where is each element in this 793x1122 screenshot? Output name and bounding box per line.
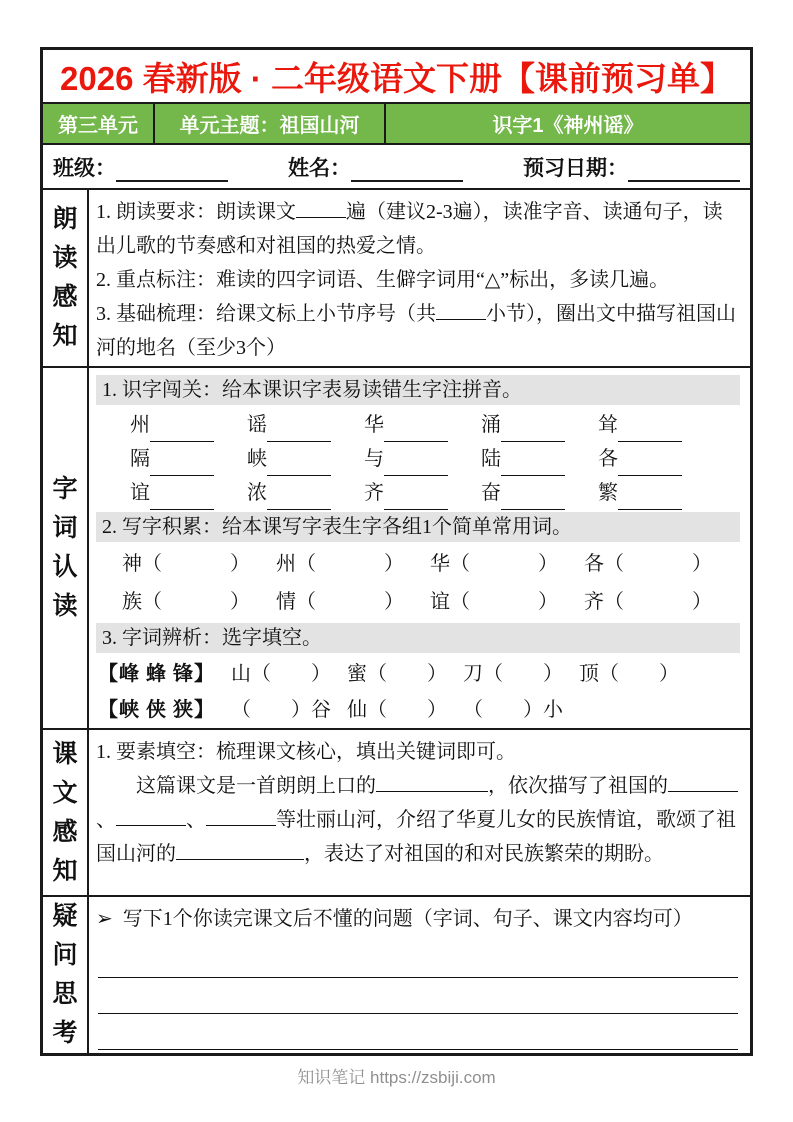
paren-open: （ [251, 663, 271, 686]
pinyin-char: 峡 [247, 448, 267, 471]
reading-item-3 [96, 297, 740, 365]
text-segment: 等壮丽山河，介绍了华夏儿女的民族情谊，歌颂了祖国山河的 [96, 809, 736, 866]
paren-close: ） [230, 591, 250, 614]
choice-options: 【峰 蜂 锋】 [98, 663, 215, 686]
paren-open: （ [604, 553, 624, 576]
reading-item-2: 2. 重点标注：难读的四字词语、生僻字词用“△”标出，多读几遍。 [96, 269, 670, 292]
pinyin-cell [247, 476, 331, 510]
paren-open: （ [231, 699, 251, 722]
name-label: 姓名： [288, 156, 351, 180]
unit-bar [43, 104, 750, 145]
paren-close: ） [692, 553, 712, 576]
choice-pre: 顶 [579, 663, 599, 686]
section-words [43, 368, 750, 730]
pinyin-cell [247, 442, 331, 476]
question-prompt-text: 写下1个你读完课文后不懂的问题（字词、句子、课文内容均可） [122, 908, 693, 930]
class-blank [116, 158, 228, 182]
pinyin-char: 谊 [130, 482, 150, 505]
choice-post: 小 [543, 699, 563, 722]
pinyin-row [96, 442, 740, 476]
word-cell [122, 583, 250, 621]
unit-theme: 单元主题：祖国山河 [155, 104, 386, 143]
choice-pre: 刀 [463, 663, 483, 686]
pinyin-blank [267, 450, 331, 476]
word-row [96, 583, 740, 621]
pinyin-cell [481, 408, 565, 442]
unit-number: 第三单元 [43, 104, 155, 143]
paren-close: ） [311, 663, 331, 686]
date-label: 预习日期： [523, 156, 628, 180]
text-segment: ，依次描写了祖国的 [488, 775, 668, 798]
paren-close: ） [427, 699, 447, 722]
pinyin-char: 谣 [247, 414, 267, 437]
reading-item-1 [96, 195, 740, 263]
pinyin-char: 齐 [364, 482, 384, 505]
word-cell [584, 583, 712, 621]
choice-cell [463, 692, 563, 728]
choice-heading: 3. 字词辨析：选字填空。 [96, 623, 740, 653]
fill-blank [176, 838, 304, 860]
pinyin-char: 州 [130, 414, 150, 437]
pinyin-row [96, 408, 740, 442]
pinyin-cell [481, 476, 565, 510]
pinyin-blank [150, 416, 214, 442]
text-segment: 遍（建议2-3遍），读准字音、读通句子，读出儿歌的节奏感和对祖国的热爱之情。 [96, 201, 723, 258]
word-char: 神 [122, 553, 142, 576]
pinyin-char: 隔 [130, 448, 150, 471]
pinyin-cell [247, 408, 331, 442]
date-field [523, 152, 740, 182]
pinyin-blank [384, 450, 448, 476]
paren-close: ） [692, 591, 712, 614]
pinyin-blank [501, 450, 565, 476]
pinyin-blank [501, 416, 565, 442]
paren-close: ） [384, 591, 404, 614]
paren-open: （ [599, 663, 619, 686]
choice-cell [579, 656, 679, 692]
paren-close: ） [538, 553, 558, 576]
pinyin-cell [364, 476, 448, 510]
section-comprehension [43, 730, 750, 897]
page-title: 2026 春新版 · 二年级语文下册【课前预习单】 [43, 50, 750, 104]
section-reading-content [89, 190, 750, 366]
name-blank [351, 158, 463, 182]
pinyin-heading: 1. 识字闯关：给本课识字表易读错生字注拼音。 [96, 375, 740, 405]
paren-open: （ [367, 663, 387, 686]
pinyin-cell [130, 442, 214, 476]
fill-blank [206, 804, 276, 826]
pinyin-row [96, 476, 740, 510]
pinyin-blank [618, 416, 682, 442]
footer-watermark: 知识笔记 https://zsbiji.com [297, 1068, 496, 1087]
section-questions-label-text: 疑问思考 [52, 902, 78, 1047]
pinyin-blank [618, 484, 682, 510]
paren-open: （ [296, 553, 316, 576]
section-comprehension-label [43, 730, 89, 895]
paren-open: （ [296, 591, 316, 614]
word-char: 情 [276, 591, 296, 614]
paren-close: ） [427, 663, 447, 686]
pinyin-cell [598, 476, 682, 510]
pinyin-char: 华 [364, 414, 384, 437]
choice-pre: 蜜 [347, 663, 367, 686]
paren-close: ） [538, 591, 558, 614]
choice-options: 【峡 侠 狭】 [98, 699, 215, 722]
paren-close: ） [523, 699, 543, 722]
fill-blank [116, 804, 186, 826]
word-char: 族 [122, 591, 142, 614]
pinyin-char: 耸 [598, 414, 618, 437]
paren-close: ） [230, 553, 250, 576]
choice-row [96, 692, 740, 728]
section-words-label-text: 字词认读 [52, 475, 78, 621]
word-cell [122, 545, 250, 583]
class-label: 班级： [53, 156, 116, 180]
word-heading: 2. 写字积累：给本课写字表生字各组1个简单常用词。 [96, 512, 740, 542]
choice-row [96, 656, 740, 692]
text-segment: 这篇课文是一首朗朗上口的 [136, 775, 376, 798]
lesson-title: 识字1《神州谣》 [492, 115, 644, 138]
question-prompt [96, 902, 740, 936]
paren-close: ） [659, 663, 679, 686]
word-char: 各 [584, 553, 604, 576]
pinyin-cell [364, 442, 448, 476]
word-char: 华 [430, 553, 450, 576]
choice-pre: 山 [231, 663, 251, 686]
word-cell [430, 545, 558, 583]
choice-cell [463, 656, 563, 692]
word-char: 谊 [430, 591, 450, 614]
section-reading-label [43, 190, 89, 366]
section-questions [43, 897, 750, 1053]
choice-cell [347, 692, 447, 728]
enum-comma: 、 [96, 809, 116, 832]
date-blank [628, 158, 740, 182]
section-words-label [43, 368, 89, 728]
text-segment: 小节），圈出文中描写祖国山河的地名（至少3个） [96, 303, 736, 360]
paren-open: （ [604, 591, 624, 614]
pinyin-blank [267, 416, 331, 442]
word-char: 州 [276, 553, 296, 576]
pinyin-cell [130, 476, 214, 510]
paren-open: （ [483, 663, 503, 686]
word-cell [276, 545, 404, 583]
choice-pre: 仙 [347, 699, 367, 722]
section-comprehension-label-text: 课文感知 [52, 739, 78, 885]
word-cell [584, 545, 712, 583]
paren-close: ） [291, 699, 311, 722]
comprehension-paragraph [96, 769, 740, 871]
choice-cell [347, 656, 447, 692]
section-reading-label-text: 朗读感知 [52, 205, 78, 351]
comprehension-heading: 1. 要素填空：梳理课文核心，填出关键词即可。 [96, 741, 516, 764]
word-cell [430, 583, 558, 621]
pinyin-cell [598, 408, 682, 442]
pinyin-cell [130, 408, 214, 442]
word-cell [276, 583, 404, 621]
pinyin-blank [384, 484, 448, 510]
pinyin-blank [267, 484, 331, 510]
paren-open: （ [142, 591, 162, 614]
pinyin-blank [618, 450, 682, 476]
pinyin-char: 与 [364, 448, 384, 471]
text-segment: 3. 基础梳理：给课文标上小节序号（共 [96, 303, 436, 326]
paren-open: （ [142, 553, 162, 576]
paren-close: ） [384, 553, 404, 576]
pinyin-blank [150, 450, 214, 476]
fill-blank [296, 196, 346, 218]
pinyin-blank [501, 484, 565, 510]
word-char: 齐 [584, 591, 604, 614]
pinyin-char: 浓 [247, 482, 267, 505]
paren-open: （ [450, 591, 470, 614]
worksheet-table [40, 47, 753, 1056]
paren-open: （ [463, 699, 483, 722]
pinyin-char: 奋 [481, 482, 501, 505]
section-questions-content [89, 897, 750, 1053]
pinyin-cell [364, 408, 448, 442]
paren-open: （ [450, 553, 470, 576]
class-field [53, 152, 228, 182]
pinyin-char: 涌 [481, 414, 501, 437]
name-field [288, 152, 463, 182]
text-segment: 1. 朗读要求：朗读课文 [96, 201, 296, 224]
fill-blank [436, 298, 486, 320]
pinyin-cell [598, 442, 682, 476]
student-info-row [43, 145, 750, 190]
section-words-content [89, 368, 750, 728]
text-segment: ，表达了对祖国的和对民族繁荣的期盼。 [304, 843, 664, 866]
pinyin-cell [481, 442, 565, 476]
section-comprehension-content [89, 730, 750, 895]
choice-cell [231, 692, 331, 728]
pinyin-char: 繁 [598, 482, 618, 505]
fill-blank [376, 770, 488, 792]
pinyin-blank [150, 484, 214, 510]
choice-post: 谷 [311, 699, 331, 722]
word-row [96, 545, 740, 583]
choice-cell [231, 656, 331, 692]
answer-line [98, 1014, 738, 1050]
paren-close: ） [543, 663, 563, 686]
section-reading [43, 190, 750, 368]
pinyin-blank [384, 416, 448, 442]
section-questions-label [43, 897, 89, 1053]
pinyin-char: 各 [598, 448, 618, 471]
pinyin-char: 陆 [481, 448, 501, 471]
answer-line [98, 978, 738, 1014]
answer-line [98, 942, 738, 978]
fill-blank [668, 770, 738, 792]
enum-comma: 、 [186, 809, 206, 832]
paren-open: （ [367, 699, 387, 722]
arrow-bullet-icon: ➢ [96, 908, 113, 930]
